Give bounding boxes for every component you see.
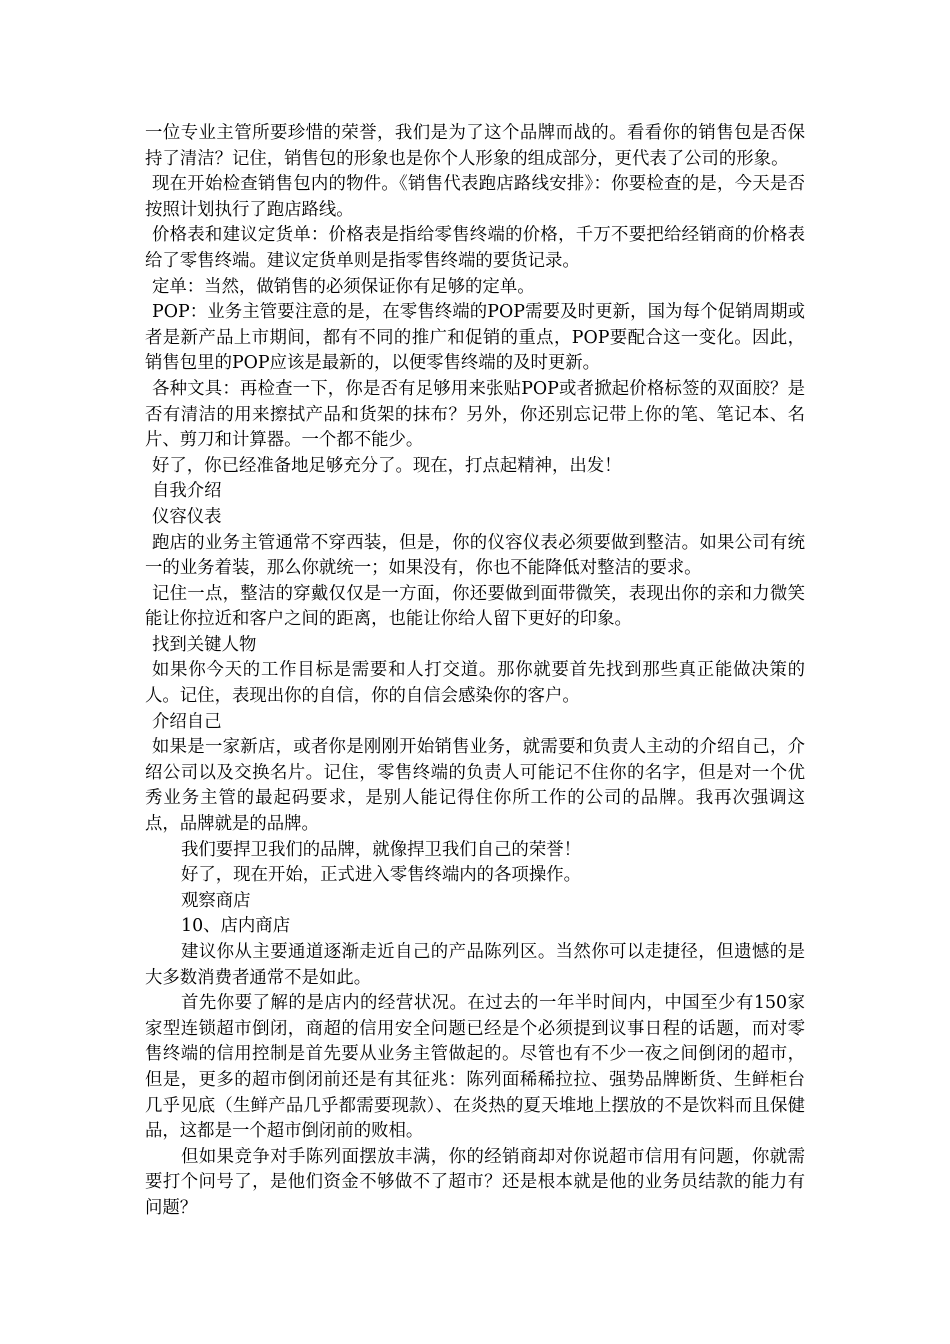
paragraph-orders: 定单：当然，做销售的必须保证你有足够的定单。 [152,276,535,297]
paragraph-smile: 记住一点，整洁的穿戴仅仅是一方面，你还要做到面带微笑，表现出你的亲和力微笑能让你拉近和客户之间的距离，也能让你给人留下更好的印象。 [145,583,805,630]
paragraph-store-status: 首先你要了解的是店内的经营状况。在过去的一年半时间内，中国至少有150家家型连锁超市倒闭，商超的信用安全问题已经是个必须提到议事日程的话题，而对零售终端的信用控制是首先要从业务主管做起的。尽管也有不少一夜之间倒闭的超市，但是，更多的超市倒闭前还是有其征兆：陈列面稀稀拉拉、强势品牌断货、生鲜柜台几乎见底（生鲜产品几乎都需要现款）、在炎热的夏天堆地上摆放的不是饮料而且保健品，这都是一个超市倒闭前的败相。 [145,993,805,1142]
paragraph-main-aisle: 建议你从主要通道逐渐走近自己的产品陈列区。当然你可以走捷径，但遗憾的是大多数消费者通常不是如此。 [145,942,805,988]
heading-in-store: 10、店内商店 [181,916,291,937]
heading-key-person: 找到关键人物 [152,634,257,655]
paragraph-new-store: 如果是一家新店，或者你是刚刚开始销售业务，就需要和负责人主动的介绍自己，介绍公司以及交换名片。记住，零售终端的负责人可能记不住你的名字，但是对一个优秀业务主管的最起码要求，是别人能记得住你所工作的公司的品牌。我再次强调这点，品牌就是的品牌。 [145,737,805,835]
document-page [145,121,805,1222]
paragraph-brand-honor: 一位专业主管所要珍惜的荣誉，我们是为了这个品牌而战的。看看你的销售包是否保持了清洁？记住，销售包的形象也是你个人形象的组成部分，更代表了公司的形象。 [145,123,805,169]
paragraph-check-bag: 现在开始检查销售包内的物件。《销售代表跑店路线安排》：你要检查的是，今天是否按照计划执行了跑店路线。 [145,174,805,220]
paragraph-dress: 跑店的业务主管通常不穿西装，但是，你的仪容仪表必须要做到整洁。如果公司有统一的业务着装，那么你就统一；如果没有，你也不能降低对整洁的要求。 [145,532,805,579]
paragraph-competitor: 但如果竞争对手陈列面摆放丰满，你的经销商却对你说超市信用有问题，你就需要打个问号了，是他们资金不够做不了超市？还是根本就是他的业务员结款的能力有问题？ [145,1146,805,1218]
paragraph-decision-maker: 如果你今天的工作目标是需要和人打交道。那你就要首先找到那些真正能做决策的人。记住，表现出你的自信，你的自信会感染你的客户。 [145,660,805,707]
paragraph-defend-brand: 我们要捍卫我们的品牌，就像捍卫我们自己的荣誉！ [181,839,581,860]
paragraph-price-list: 价格表和建议定货单：价格表是指给零售终端的价格，千万不要把给经销商的价格表给了零售终端。建议定货单则是指零售终端的要货记录。 [145,225,805,271]
paragraph-start-operations: 好了，现在开始，正式进入零售终端内的各项操作。 [181,865,581,886]
paragraph-pop: POP：业务主管要注意的是，在零售终端的POP需要及时更新，国为每个促销周期或者是新产品上市期间，都有不同的推广和促销的重点，POP要配合这一变化。因此，销售包里的POP应该是最新的，以便零售终端的及时更新。 [145,302,805,374]
heading-observe-store: 观察商店 [181,890,251,911]
heading-appearance: 仪容仪表 [152,506,222,527]
paragraph-stationery: 各种文具：再检查一下，你是否有足够用来张贴POP或者掀起价格标签的双面胶？是否有清洁的用来擦拭产品和货架的抹布？另外，你还别忘记带上你的笔、笔记本、名片、剪刀和计算器。一个都不能少。 [145,378,805,451]
heading-introduce-yourself: 介绍自己 [152,711,222,732]
heading-self-intro: 自我介绍 [152,481,222,502]
paragraph-ready: 好了，你已经准备地足够充分了。现在，打点起精神，出发！ [152,455,622,476]
